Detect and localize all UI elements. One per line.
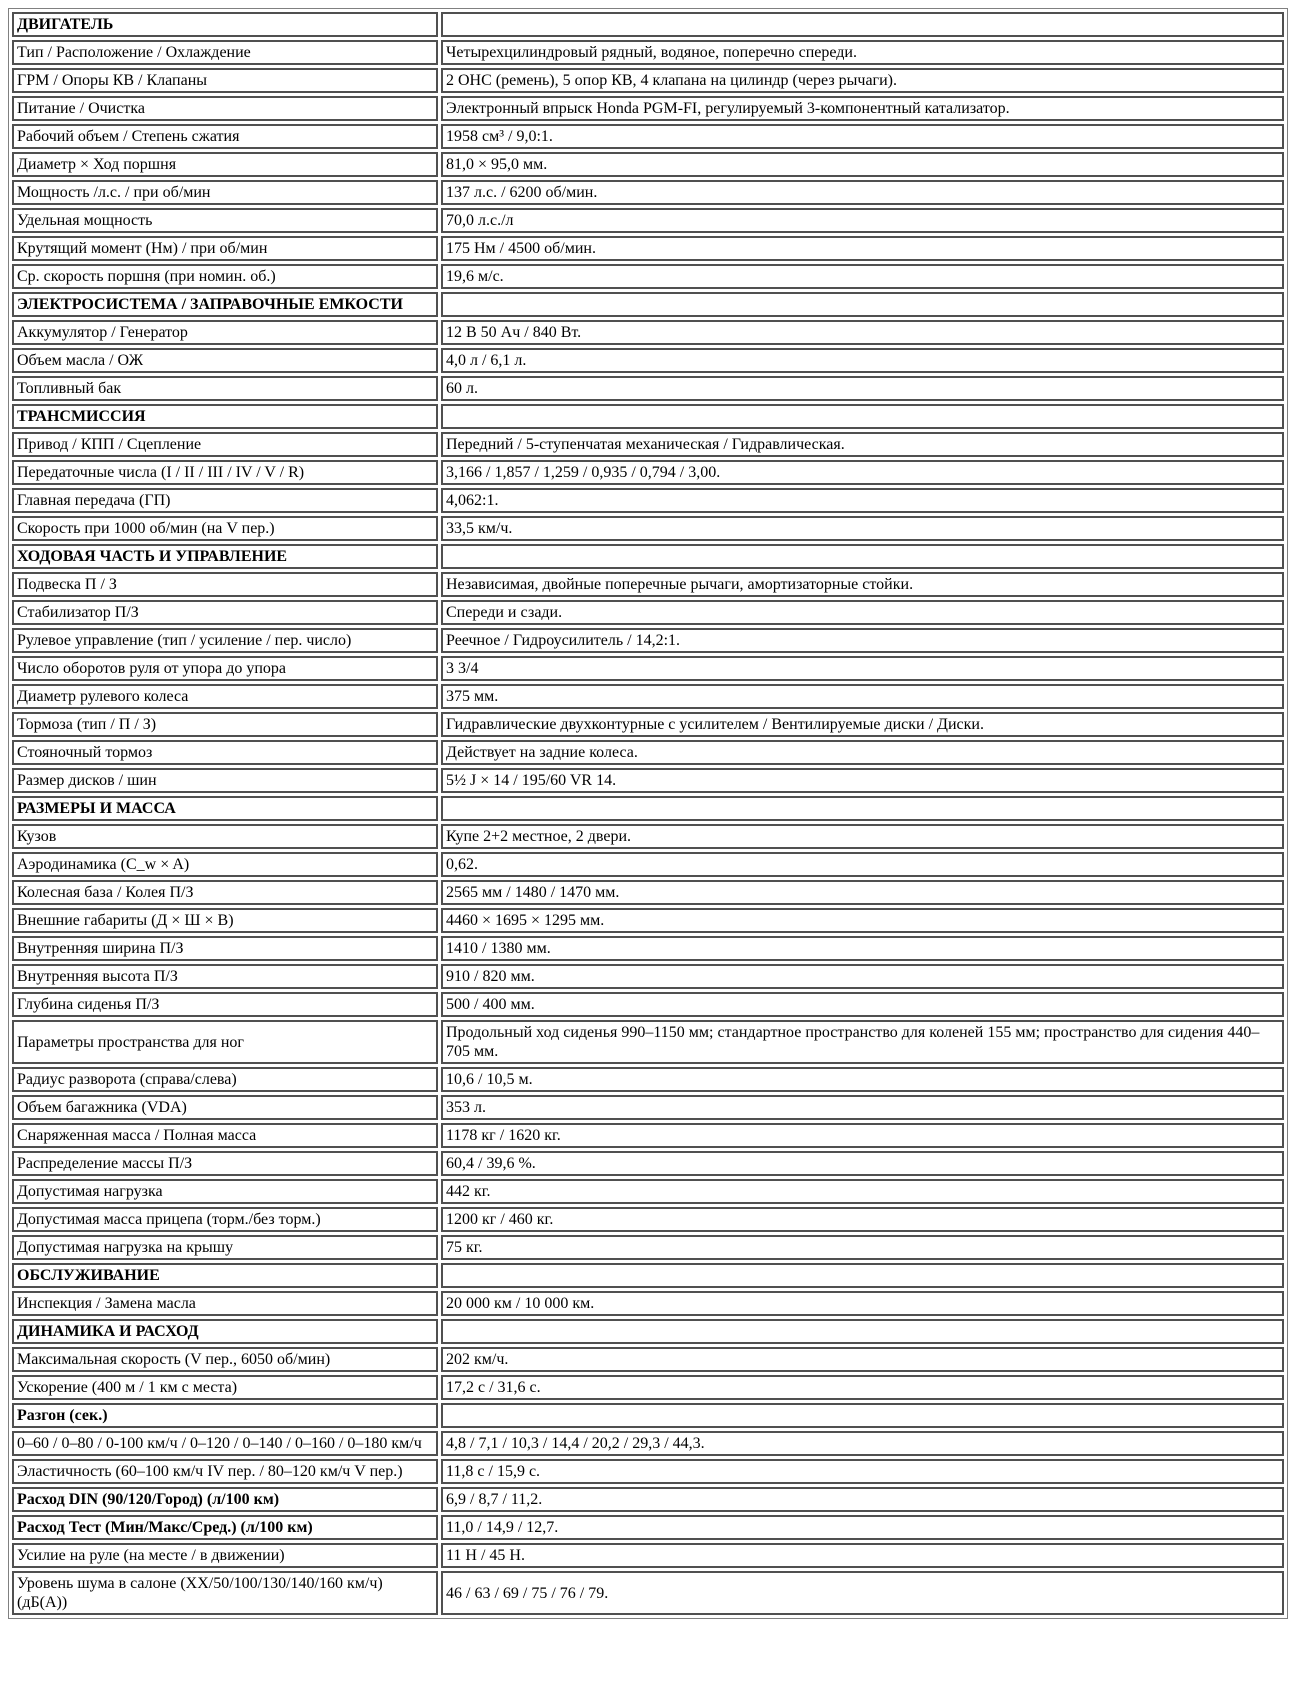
spec-value: 910 / 820 мм.: [441, 964, 1284, 989]
section-header-row: [12, 1319, 1284, 1344]
spec-label: Колесная база / Колея П/З: [12, 880, 438, 905]
spec-value: 4460 × 1695 × 1295 мм.: [441, 908, 1284, 933]
spec-value: 2565 мм / 1480 / 1470 мм.: [441, 880, 1284, 905]
spec-label: Внутренняя высота П/З: [12, 964, 438, 989]
spec-label: Аккумулятор / Генератор: [12, 320, 438, 345]
spec-label: Максимальная скорость (V пер., 6050 об/мин): [12, 1347, 438, 1372]
spec-row: [12, 1095, 1284, 1120]
spec-row: [12, 320, 1284, 345]
spec-label: Диаметр рулевого колеса: [12, 684, 438, 709]
spec-label: Кузов: [12, 824, 438, 849]
spec-label: Рабочий объем / Степень сжатия: [12, 124, 438, 149]
spec-table: [8, 8, 1288, 1619]
spec-row: [12, 1571, 1284, 1615]
spec-value: 202 км/ч.: [441, 1347, 1284, 1372]
spec-row: [12, 152, 1284, 177]
spec-value: [441, 796, 1284, 821]
spec-value: [441, 544, 1284, 569]
spec-value: Независимая, двойные поперечные рычаги, амортизаторные стойки.: [441, 572, 1284, 597]
spec-label: 0–60 / 0–80 / 0-100 км/ч / 0–120 / 0–140 / 0–160 / 0–180 км/ч: [12, 1431, 438, 1456]
spec-label: Размер дисков / шин: [12, 768, 438, 793]
spec-label: Крутящий момент (Нм) / при об/мин: [12, 236, 438, 261]
spec-row: [12, 936, 1284, 961]
spec-row: [12, 740, 1284, 765]
spec-value: Электронный впрыск Honda PGM-FI, регулируемый 3-компонентный катализатор.: [441, 96, 1284, 121]
spec-label: Расход Тест (Мин/Макс/Сред.) (л/100 км): [12, 1515, 438, 1540]
spec-label: Мощность /л.с. / при об/мин: [12, 180, 438, 205]
section-header-row: [12, 292, 1284, 317]
spec-row: [12, 460, 1284, 485]
spec-label: Аэродинамика (C_w × A): [12, 852, 438, 877]
spec-row: [12, 236, 1284, 261]
spec-row: [12, 768, 1284, 793]
spec-value: 1178 кг / 1620 кг.: [441, 1123, 1284, 1148]
spec-row: [12, 572, 1284, 597]
spec-value: Реечное / Гидроусилитель / 14,2:1.: [441, 628, 1284, 653]
spec-label: Эластичность (60–100 км/ч IV пер. / 80–120 км/ч V пер.): [12, 1459, 438, 1484]
spec-row: [12, 1403, 1284, 1428]
spec-value: 75 кг.: [441, 1235, 1284, 1260]
spec-value: 4,8 / 7,1 / 10,3 / 14,4 / 20,2 / 29,3 / 44,3.: [441, 1431, 1284, 1456]
spec-value: 11,8 с / 15,9 с.: [441, 1459, 1284, 1484]
spec-value: Купе 2+2 местное, 2 двери.: [441, 824, 1284, 849]
spec-value: 1410 / 1380 мм.: [441, 936, 1284, 961]
spec-row: [12, 1151, 1284, 1176]
spec-row: [12, 852, 1284, 877]
spec-value: Передний / 5-ступенчатая механическая / Гидравлическая.: [441, 432, 1284, 457]
spec-row: [12, 516, 1284, 541]
spec-label: Внешние габариты (Д × Ш × В): [12, 908, 438, 933]
spec-value: 19,6 м/с.: [441, 264, 1284, 289]
spec-label: Ср. скорость поршня (при номин. об.): [12, 264, 438, 289]
spec-label: Удельная мощность: [12, 208, 438, 233]
spec-row: [12, 1487, 1284, 1512]
spec-row: [12, 1431, 1284, 1456]
spec-row: [12, 656, 1284, 681]
spec-value: [441, 1263, 1284, 1288]
spec-row: [12, 824, 1284, 849]
spec-value: 6,9 / 8,7 / 11,2.: [441, 1487, 1284, 1512]
spec-label: Топливный бак: [12, 376, 438, 401]
spec-value: 375 мм.: [441, 684, 1284, 709]
spec-value: 60,4 / 39,6 %.: [441, 1151, 1284, 1176]
spec-row: [12, 40, 1284, 65]
spec-value: [441, 404, 1284, 429]
spec-label: Внутренняя ширина П/З: [12, 936, 438, 961]
spec-row: [12, 1067, 1284, 1092]
spec-label: Уровень шума в салоне (XX/50/100/130/140/160 км/ч) (дБ(A)): [12, 1571, 438, 1615]
spec-value: 0,62.: [441, 852, 1284, 877]
spec-row: [12, 600, 1284, 625]
spec-row: [12, 376, 1284, 401]
spec-label: Распределение массы П/З: [12, 1151, 438, 1176]
spec-label: Инспекция / Замена масла: [12, 1291, 438, 1316]
spec-row: [12, 1207, 1284, 1232]
spec-row: [12, 992, 1284, 1017]
section-title: ХОДОВАЯ ЧАСТЬ И УПРАВЛЕНИЕ: [12, 544, 438, 569]
spec-label: Снаряженная масса / Полная масса: [12, 1123, 438, 1148]
spec-row: [12, 180, 1284, 205]
section-title: ОБСЛУЖИВАНИЕ: [12, 1263, 438, 1288]
spec-value: 60 л.: [441, 376, 1284, 401]
spec-value: 70,0 л.с./л: [441, 208, 1284, 233]
spec-label: Объем масла / ОЖ: [12, 348, 438, 373]
spec-value: Продольный ход сиденья 990–1150 мм; стандартное пространство для коленей 155 мм; пространство для сидения 440–705 мм.: [441, 1020, 1284, 1064]
spec-value: 46 / 63 / 69 / 75 / 76 / 79.: [441, 1571, 1284, 1615]
spec-label: Разгон (сек.): [12, 1403, 438, 1428]
spec-label: Передаточные числа (I / II / III / IV / V / R): [12, 460, 438, 485]
spec-value: 12 В 50 Ач / 840 Вт.: [441, 320, 1284, 345]
spec-label: Допустимая нагрузка: [12, 1179, 438, 1204]
spec-value: 2 OHC (ремень), 5 опор КВ, 4 клапана на цилиндр (через рычаги).: [441, 68, 1284, 93]
spec-label: Привод / КПП / Сцепление: [12, 432, 438, 457]
spec-value: [441, 12, 1284, 37]
spec-label: Рулевое управление (тип / усиление / пер. число): [12, 628, 438, 653]
spec-row: [12, 880, 1284, 905]
spec-row: [12, 1020, 1284, 1064]
section-header-row: [12, 544, 1284, 569]
spec-label: Тормоза (тип / П / З): [12, 712, 438, 737]
spec-value: 175 Нм / 4500 об/мин.: [441, 236, 1284, 261]
spec-value: Четырехцилиндровый рядный, водяное, поперечно спереди.: [441, 40, 1284, 65]
spec-value: 5½ J × 14 / 195/60 VR 14.: [441, 768, 1284, 793]
spec-value: [441, 1319, 1284, 1344]
spec-row: [12, 264, 1284, 289]
spec-row: [12, 908, 1284, 933]
spec-row: [12, 712, 1284, 737]
spec-row: [12, 348, 1284, 373]
section-header-row: [12, 12, 1284, 37]
section-title: ЭЛЕКТРОСИСТЕМА / ЗАПРАВОЧНЫЕ ЕМКОСТИ: [12, 292, 438, 317]
spec-label: Допустимая нагрузка на крышу: [12, 1235, 438, 1260]
section-title: ДИНАМИКА И РАСХОД: [12, 1319, 438, 1344]
spec-value: 1958 см³ / 9,0:1.: [441, 124, 1284, 149]
spec-row: [12, 68, 1284, 93]
spec-value: 4,0 л / 6,1 л.: [441, 348, 1284, 373]
spec-row: [12, 1123, 1284, 1148]
spec-row: [12, 488, 1284, 513]
spec-value: 17,2 с / 31,6 с.: [441, 1375, 1284, 1400]
section-header-row: [12, 796, 1284, 821]
spec-row: [12, 1291, 1284, 1316]
spec-label: Допустимая масса прицепа (торм./без торм.): [12, 1207, 438, 1232]
spec-value: 33,5 км/ч.: [441, 516, 1284, 541]
spec-value: 4,062:1.: [441, 488, 1284, 513]
spec-value: [441, 292, 1284, 317]
spec-label: Диаметр × Ход поршня: [12, 152, 438, 177]
section-header-row: [12, 1263, 1284, 1288]
spec-label: Подвеска П / З: [12, 572, 438, 597]
spec-row: [12, 964, 1284, 989]
spec-row: [12, 1179, 1284, 1204]
spec-row: [12, 1235, 1284, 1260]
spec-value: 353 л.: [441, 1095, 1284, 1120]
spec-table-body: [12, 12, 1284, 1615]
spec-value: 11 Н / 45 Н.: [441, 1543, 1284, 1568]
spec-value: 3 3/4: [441, 656, 1284, 681]
spec-label: Главная передача (ГП): [12, 488, 438, 513]
spec-value: [441, 1403, 1284, 1428]
spec-row: [12, 1543, 1284, 1568]
spec-row: [12, 432, 1284, 457]
spec-value: 3,166 / 1,857 / 1,259 / 0,935 / 0,794 / 3,00.: [441, 460, 1284, 485]
spec-label: Радиус разворота (справа/слева): [12, 1067, 438, 1092]
spec-label: Объем багажника (VDA): [12, 1095, 438, 1120]
spec-row: [12, 684, 1284, 709]
spec-label: Ускорение (400 м / 1 км с места): [12, 1375, 438, 1400]
spec-label: Питание / Очистка: [12, 96, 438, 121]
spec-label: Стабилизатор П/З: [12, 600, 438, 625]
spec-value: 442 кг.: [441, 1179, 1284, 1204]
spec-row: [12, 1515, 1284, 1540]
spec-value: 500 / 400 мм.: [441, 992, 1284, 1017]
spec-value: 1200 кг / 460 кг.: [441, 1207, 1284, 1232]
spec-label: Глубина сиденья П/З: [12, 992, 438, 1017]
spec-value: 10,6 / 10,5 м.: [441, 1067, 1284, 1092]
spec-label: Число оборотов руля от упора до упора: [12, 656, 438, 681]
spec-label: Параметры пространства для ног: [12, 1020, 438, 1064]
spec-label: Усилие на руле (на месте / в движении): [12, 1543, 438, 1568]
spec-value: 81,0 × 95,0 мм.: [441, 152, 1284, 177]
section-header-row: [12, 404, 1284, 429]
spec-label: Стояночный тормоз: [12, 740, 438, 765]
section-title: ТРАНСМИССИЯ: [12, 404, 438, 429]
spec-value: Спереди и сзади.: [441, 600, 1284, 625]
spec-row: [12, 1375, 1284, 1400]
spec-label: Тип / Расположение / Охлаждение: [12, 40, 438, 65]
spec-row: [12, 1459, 1284, 1484]
spec-row: [12, 208, 1284, 233]
spec-row: [12, 96, 1284, 121]
section-title: ДВИГАТЕЛЬ: [12, 12, 438, 37]
spec-label: Расход DIN (90/120/Город) (л/100 км): [12, 1487, 438, 1512]
spec-value: 20 000 км / 10 000 км.: [441, 1291, 1284, 1316]
spec-row: [12, 124, 1284, 149]
spec-value: Действует на задние колеса.: [441, 740, 1284, 765]
spec-row: [12, 628, 1284, 653]
spec-label: ГРМ / Опоры КВ / Клапаны: [12, 68, 438, 93]
spec-value: 137 л.с. / 6200 об/мин.: [441, 180, 1284, 205]
spec-value: 11,0 / 14,9 / 12,7.: [441, 1515, 1284, 1540]
section-title: РАЗМЕРЫ И МАССА: [12, 796, 438, 821]
spec-row: [12, 1347, 1284, 1372]
spec-label: Скорость при 1000 об/мин (на V пер.): [12, 516, 438, 541]
spec-value: Гидравлические двухконтурные с усилителем / Вентилируемые диски / Диски.: [441, 712, 1284, 737]
